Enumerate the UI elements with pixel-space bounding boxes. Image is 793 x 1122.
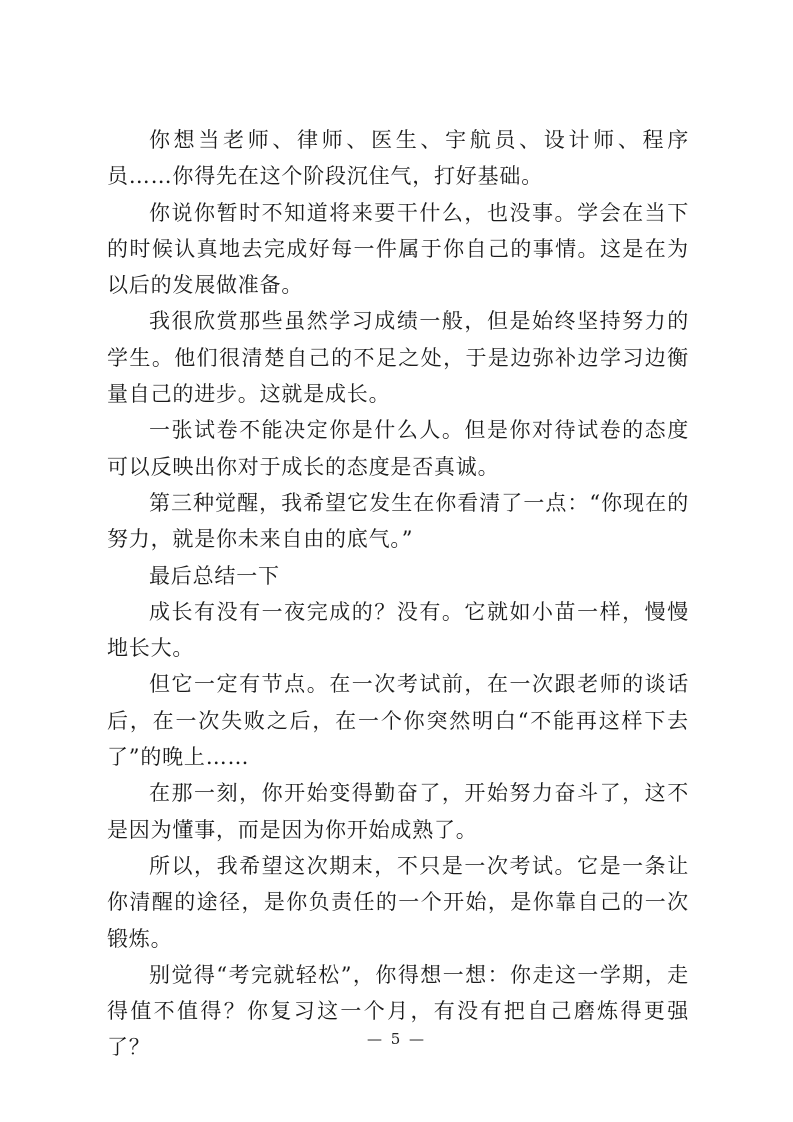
paragraph: 成长有没有一夜完成的？没有。它就如小苗一样，慢慢地长大。 [107, 599, 689, 661]
page-number: — 5 — [366, 1030, 427, 1048]
paragraph: 第三种觉醒，我希望它发生在你看清了一点：“你现在的努力，就是你未来自由的底气。” [107, 490, 689, 552]
paragraph: 我很欣赏那些虽然学习成绩一般，但是始终坚持努力的学生。他们很清楚自己的不足之处，于是边弥补边学习边衡量自己的进步。这就是成长。 [107, 309, 689, 407]
paragraph: 一张试卷不能决定你是什么人。但是你对待试卷的态度可以反映出你对于成长的态度是否真诚。 [107, 418, 689, 479]
paragraph: 所以，我希望这次期末，不只是一次考试。它是一条让你清醒的途径，是你负责任的一个开始，是你靠自己的一次锻炼。 [107, 853, 689, 951]
paragraph: 别觉得“考完就轻松”，你得想一想：你走这一学期，走得值不值得？你复习这一个月，有没有把自己磨炼得更强了？ [107, 962, 689, 1060]
paragraph: 你想当老师、律师、医生、宇航员、设计师、程序员……你得先在这个阶段沉住气，打好基础。 [107, 128, 689, 189]
body-text [107, 122, 689, 1066]
paragraph: 在那一刻，你开始变得勤奋了，开始努力奋斗了，这不是因为懂事，而是因为你开始成熟了。 [107, 781, 689, 842]
paragraph: 你说你暂时不知道将来要干什么，也没事。学会在当下的时候认真地去完成好每一件属于你自己的事情。这是在为以后的发展做准备。 [107, 200, 689, 298]
paragraph: 最后总结一下 [149, 563, 280, 588]
paragraph: 但它一定有节点。在一次考试前，在一次跟老师的谈话后，在一次失败之后，在一个你突然明白“不能再这样下去了”的晚上…… [107, 672, 689, 770]
